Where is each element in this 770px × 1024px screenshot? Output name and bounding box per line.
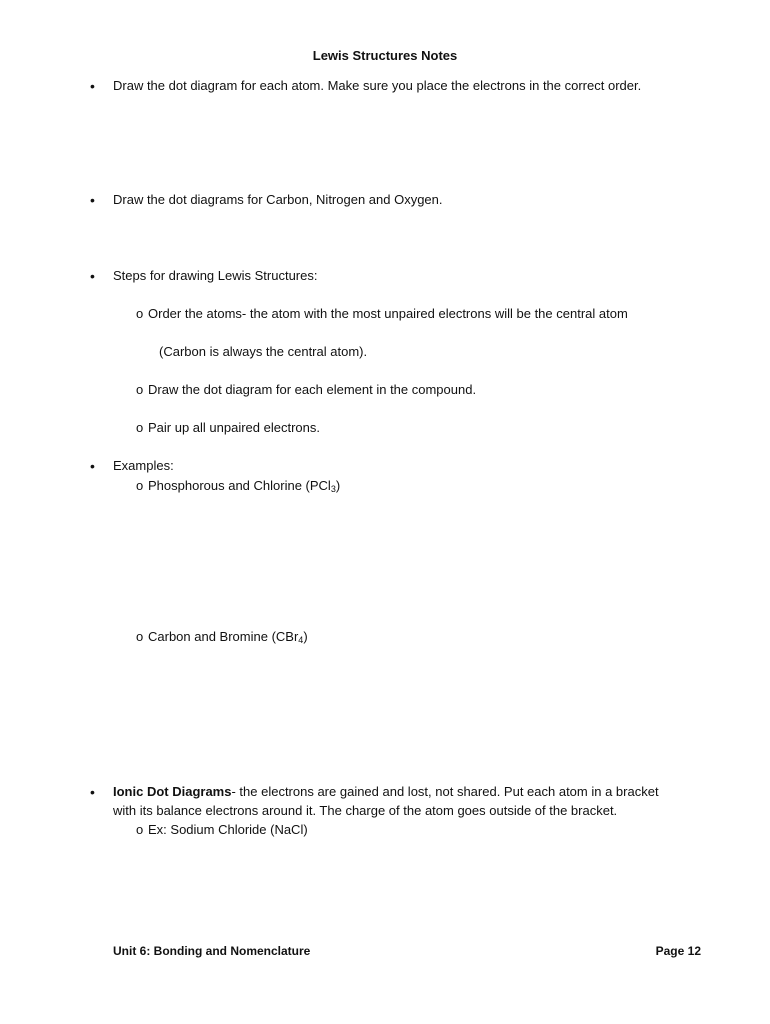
ionic-term: Ionic Dot Diagrams: [113, 784, 232, 799]
sub-bullet-icon: o: [136, 382, 144, 397]
bullet-icon: •: [90, 78, 95, 94]
example-item: [136, 822, 308, 838]
bullet-text: Draw the dot diagrams for Carbon, Nitrogen and Oxygen.: [113, 192, 443, 207]
step-text: Order the atoms- the atom with the most unpaired electrons will be the central atom: [148, 306, 628, 321]
example-item: [136, 478, 340, 494]
sub-bullet-icon: o: [136, 478, 144, 493]
subscript: 3: [330, 484, 336, 494]
example-text-end: ): [303, 629, 308, 644]
subscript: 4: [298, 635, 304, 645]
example-text: Carbon and Bromine (CBr: [148, 629, 299, 644]
example-text-end: ): [335, 478, 341, 493]
step-text: Draw the dot diagram for each element in the compound.: [148, 382, 477, 397]
page-title: Lewis Structures Notes: [312, 48, 458, 63]
step-item: [136, 382, 476, 398]
sub-bullet-icon: o: [136, 629, 144, 644]
sub-bullet-icon: o: [136, 306, 144, 321]
bullet-icon: •: [90, 458, 95, 474]
example-text: Ex: Sodium Chloride (NaCl): [148, 822, 308, 837]
example-item: [136, 629, 308, 645]
step-text: Pair up all unpaired electrons.: [148, 420, 320, 435]
ionic-definition: - the electrons are gained and lost, not shared. Put each atom in a bracket: [231, 784, 659, 799]
footer-page-number: Page 12: [655, 944, 701, 958]
step-item: [136, 420, 320, 436]
step-item: [136, 306, 628, 322]
footer-unit: Unit 6: Bonding and Nomenclature: [113, 944, 311, 958]
steps-heading: Steps for drawing Lewis Structures:: [113, 268, 318, 283]
sub-bullet-icon: o: [136, 420, 144, 435]
bullet-text: Draw the dot diagram for each atom. Make sure you place the electrons in the correct order.: [113, 78, 642, 93]
example-text: Phosphorous and Chlorine (PCl: [148, 478, 331, 493]
step-continuation: (Carbon is always the central atom).: [159, 344, 368, 359]
sub-bullet-icon: o: [136, 822, 144, 837]
bullet-icon: •: [90, 784, 95, 800]
bullet-icon: •: [90, 192, 95, 208]
ionic-line-1: [113, 784, 659, 800]
examples-heading: Examples:: [113, 458, 174, 473]
bullet-icon: •: [90, 268, 95, 284]
ionic-line-2: with its balance electrons around it. The charge of the atom goes outside of the bracket.: [113, 803, 618, 818]
